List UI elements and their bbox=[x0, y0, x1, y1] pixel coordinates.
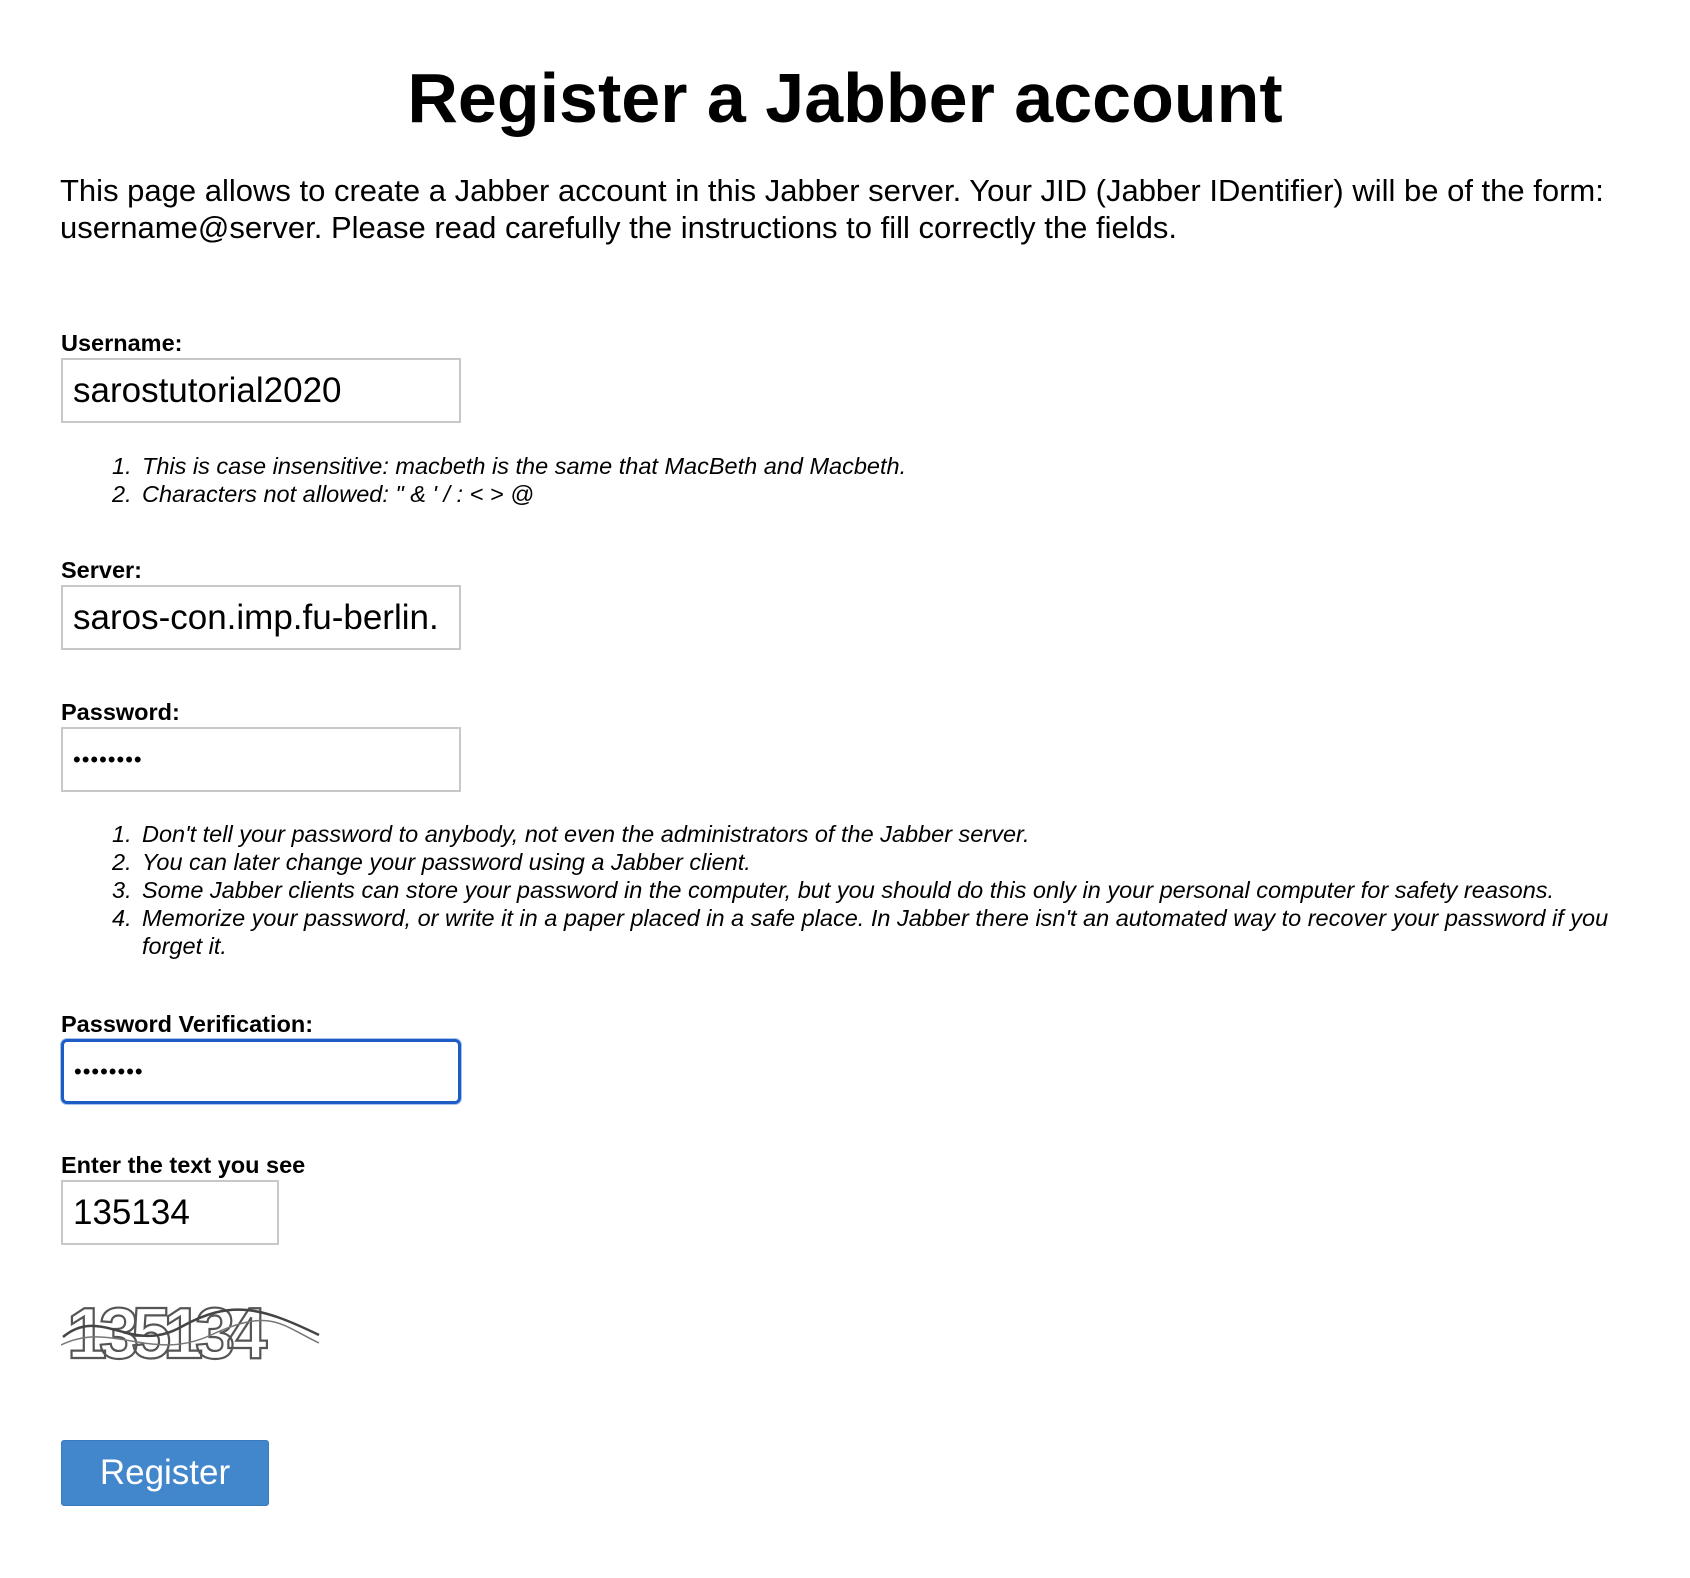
password-verification-input[interactable] bbox=[61, 1039, 461, 1104]
username-help-item: 1. This is case insensitive: macbeth is the same that MacBeth and Macbeth. bbox=[112, 453, 907, 479]
username-label: Username: bbox=[61, 330, 183, 356]
intro-text: This page allows to create a Jabber account in this Jabber server. Your JID (Jabber IDentifier) will be of the form: username@server. Please read carefully the instructions to fill correctly the fields. bbox=[60, 173, 1604, 245]
captcha-image bbox=[61, 1285, 321, 1375]
password-help-item: 2. You can later change your password using a Jabber client. bbox=[112, 849, 751, 875]
username-help-item: 2. Characters not allowed: " & ' / : < > @ bbox=[112, 481, 534, 507]
password-help-item: 1. Don't tell your password to anybody, not even the administrators of the Jabber server. bbox=[112, 821, 1030, 847]
server-label: Server: bbox=[61, 557, 142, 583]
captcha-input[interactable] bbox=[61, 1180, 279, 1245]
password-help-item: 3. Some Jabber clients can store your password in the computer, but you should do this only in your personal computer for safety reasons. bbox=[112, 877, 1555, 903]
captcha-image-text: 135134 bbox=[67, 1294, 260, 1374]
username-help-list bbox=[112, 452, 906, 508]
password-input[interactable] bbox=[61, 727, 461, 792]
captcha-label: Enter the text you see bbox=[61, 1152, 306, 1178]
username-input[interactable] bbox=[61, 358, 461, 423]
password-verification-label: Password Verification: bbox=[61, 1011, 314, 1037]
server-input[interactable] bbox=[61, 585, 461, 650]
register-button[interactable]: Register bbox=[61, 1440, 269, 1506]
password-help-list bbox=[112, 820, 1652, 960]
password-label: Password: bbox=[61, 699, 180, 725]
password-help-item: 4. Memorize your password, or write it in a paper placed in a safe place. In Jabber there isn't an automated way to recover your password if you forget it. bbox=[112, 905, 1609, 959]
page-title: Register a Jabber account bbox=[407, 59, 1283, 137]
